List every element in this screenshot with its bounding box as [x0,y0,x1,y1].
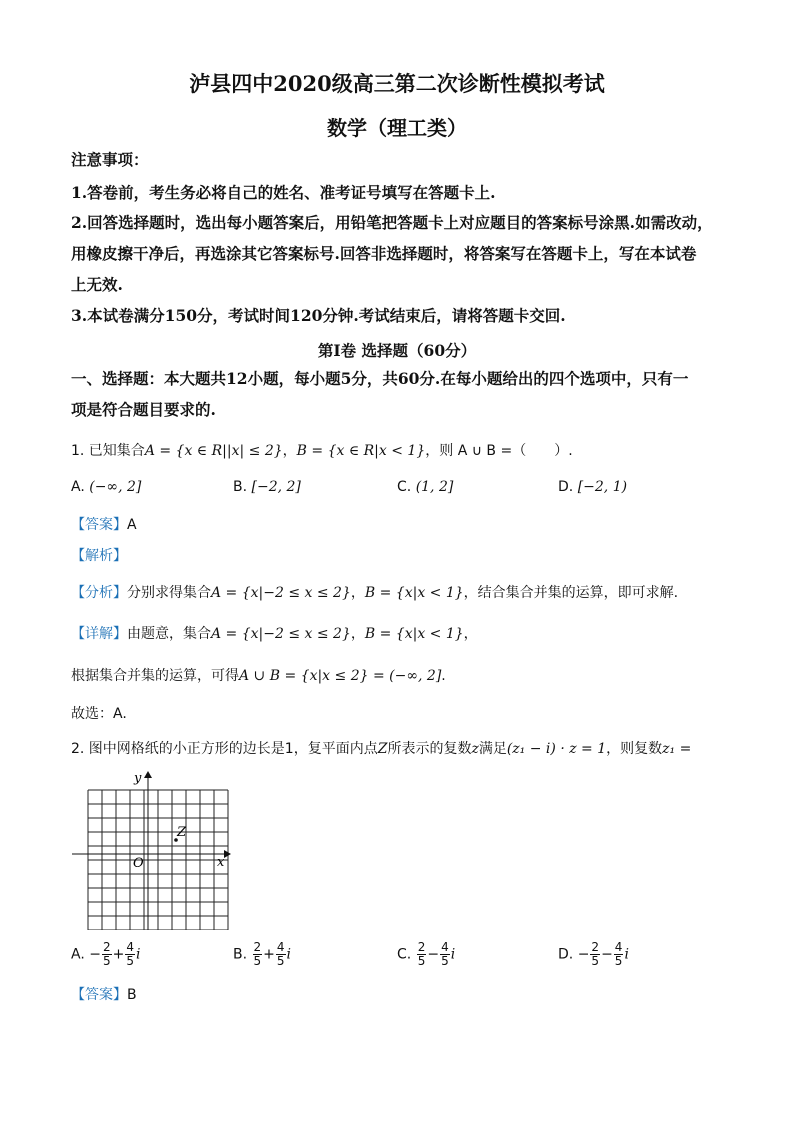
q2-option-b-frac-2 [276,941,286,968]
q2-option-b-op: + [263,946,275,963]
numerator: 4 [614,940,623,954]
q1-option-c [397,479,453,495]
q2-stem-cond-word: 满足 [478,741,507,757]
numerator: 2 [591,940,600,954]
q1-fenxi [71,583,678,603]
q2-option-a-frac-1 [102,941,112,968]
q2-option-a-frac-2 [125,941,135,968]
q1-detail-set-a: A = {x|−2 ≤ x ≤ 2} [211,626,351,642]
q1-detail-end: ， [463,626,478,642]
q1-fenxi-comma: ， [350,585,365,601]
q1-fenxi-text-1: 分别求得集合 [127,585,211,601]
q1-detail [71,624,478,644]
q1-union-text: 根据集合并集的运算，可得 [71,668,239,684]
denominator: 5 [441,954,449,968]
denominator: 5 [276,954,285,968]
notice-item-3: 3.本试卷满分150分，考试时间120分钟.考试结束后，请将答题卡交回. [71,306,566,325]
q2-option-b [233,941,291,968]
q1-option-c-value: (1, 2] [415,479,454,495]
q2-option-c [397,941,455,968]
q1-option-d [558,479,627,495]
q2-option-d-frac-2 [614,941,624,968]
exam-title: 泸县四中2020级高三第二次诊断性模拟考试 [189,71,605,96]
q2-option-d [558,941,629,968]
q1-union-end: . [441,668,446,684]
q2-answer-value: B [127,987,137,1003]
q2-option-c-frac-1 [417,941,427,968]
numerator: 4 [276,940,285,954]
denominator: 5 [614,954,623,968]
q2-z1: z₁ = [662,741,692,757]
q2-option-a-i: i [135,946,141,963]
q1-set-a: A = {x ∈ R||x| ≤ 2} [144,443,283,459]
exam-subtitle: 数学（理工类） [327,116,467,140]
notice-item-1: 1.答卷前，考生务必将自己的姓名、准考证号填写在答题卡上. [71,183,496,202]
notice-item-2-line-3: 上无效. [71,275,123,294]
q1-answer-tag: 【答案】 [71,517,127,533]
q2-option-a-op: + [112,946,125,963]
q1-fenxi-tag: 【分析】 [71,585,127,601]
y-axis-label: y [134,771,142,786]
q1-set-b: B = {x ∈ R|x < 1} [296,443,426,459]
section-intro-line-2: 项是符合题目要求的. [71,400,216,419]
denominator: 5 [253,954,262,968]
q2-option-c-i: i [450,946,456,963]
notice-heading: 注意事项： [71,150,149,169]
q1-stem [71,441,573,461]
q2-answer-tag: 【答案】 [71,987,127,1003]
q1-option-b [233,479,301,495]
q1-detail-tag: 【详解】 [71,626,127,642]
q2-option-c-label: C. [397,946,412,963]
q1-fenxi-text-2: ，结合集合并集的运算，即可求解. [463,585,679,601]
q2-option-b-label: B. [233,946,248,963]
numerator: 4 [126,940,134,954]
q1-union [71,666,446,686]
q2-option-a [71,941,140,968]
q1-option-b-value: [−2, 2] [251,479,301,495]
q1-answer [71,515,137,535]
y-axis-arrow [144,771,152,778]
x-axis-label: x [217,855,225,870]
q2-option-d-frac-1 [590,941,600,968]
q1-stem-prefix: 1. 已知集合 [71,443,145,459]
q1-union-expr: A ∪ B = {x|x ≤ 2} = (−∞, 2] [239,668,442,684]
q1-stem-suffix: ，则 A ∪ B =（ ）. [425,443,573,459]
q2-stem-tail: ，则复数 [606,741,663,757]
q1-fenxi-set-a: A = {x|−2 ≤ x ≤ 2} [211,585,351,601]
section-intro-line-1: 一、选择题：本大题共12小题，每小题5分，共60分.在每小题给出的四个选项中，只有一 [71,369,689,388]
q1-analysis-tag [71,546,127,566]
denominator: 5 [126,954,134,968]
q1-comma: ， [282,443,297,459]
q2-option-d-sign: − [577,946,590,963]
q2-z: z [471,741,479,757]
q2-option-c-op: − [427,946,440,963]
q2-option-a-sign: − [89,946,101,963]
origin-label: O [133,856,144,871]
q2-stem [71,739,691,759]
q1-option-a-label: A. [71,479,85,495]
numerator: 2 [253,940,262,954]
numerator: 2 [417,940,426,954]
q1-detail-set-b: B = {x|x < 1} [364,626,464,642]
q2-option-d-i: i [624,946,629,963]
q1-detail-text-1: 由题意，集合 [127,626,211,642]
q2-condition: (z₁ − i) · z = 1 [506,741,607,757]
numerator: 2 [102,940,111,954]
q1-option-d-value: [−2, 1) [577,479,628,495]
q2-stem-prefix: 2. 图中网格纸的小正方形的边长是1，复平面内点 [71,741,378,757]
q2-point: Z [377,741,388,757]
q1-analysis-tag-text: 【解析】 [71,548,127,564]
q1-conclusion: 故选：A. [71,706,127,722]
q1-option-a [71,479,141,495]
q2-stem-mid: 所表示的复数 [387,741,472,757]
q1-option-d-label: D. [558,479,574,495]
notice-item-2-line-2: 用橡皮擦干净后，再选涂其它答案标号.回答非选择题时，将答案写在答题卡上，写在本试卷 [71,244,697,263]
denominator: 5 [591,954,600,968]
q2-option-b-frac-1 [253,941,263,968]
q1-detail-comma: ， [350,626,365,642]
q1-answer-value: A [127,517,137,533]
denominator: 5 [102,954,111,968]
q2-option-a-label: A. [71,946,85,963]
q1-option-b-label: B. [233,479,248,495]
notice-item-2-line-1: 2.回答选择题时，选出每小题答案后，用铅笔把答题卡上对应题目的答案标号涂黑.如需改动， [71,213,713,232]
denominator: 5 [417,954,426,968]
q2-option-b-i: i [286,946,292,963]
point-z-label: Z [177,825,187,840]
numerator: 4 [441,940,449,954]
q2-option-d-label: D. [558,946,574,963]
q1-option-a-value: (−∞, 2] [89,479,142,495]
q1-fenxi-set-b: B = {x|x < 1} [364,585,464,601]
q2-option-c-frac-2 [440,941,450,968]
q1-option-c-label: C. [397,479,412,495]
q2-option-d-op: − [601,946,613,963]
section-title: 第Ⅰ卷 选择题（60分） [317,341,477,360]
q2-answer [71,985,137,1005]
q2-complex-plane-grid [72,770,232,930]
